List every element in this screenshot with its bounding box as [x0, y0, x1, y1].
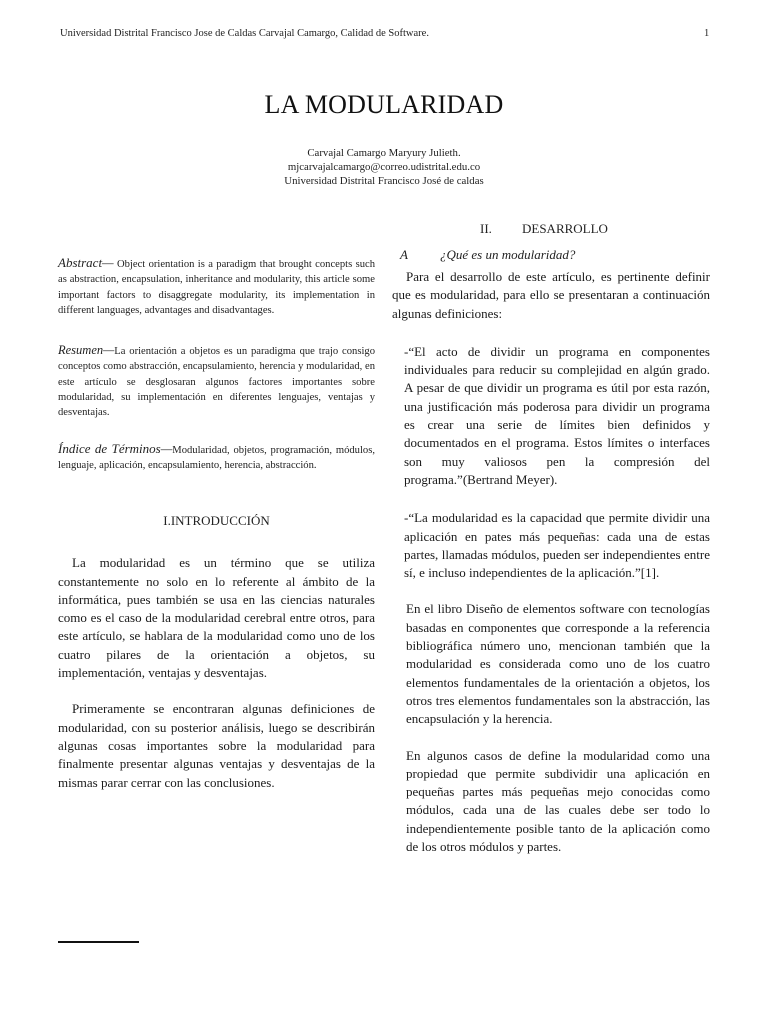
desarrollo-paragraph-3: En algunos casos de define la modularidad como una propiedad que permite subdividir una aplicación en pequeñas partes más pequeñas mejo conocidas como módulos, cada una de las cuales debe ser todo lo independientemente posible tanto de la aplicación como de los otros módulos y partes. — [406, 747, 710, 855]
subsection-letter: A — [400, 247, 408, 262]
index-terms-lead: Índice de Términos— — [58, 440, 173, 456]
abstract — [58, 255, 375, 318]
index-terms-text: Modularidad, objetos, programación, módulos, lenguaje, aplicación, encapsulamiento, herencia, abstracción. — [58, 444, 375, 471]
intro-paragraph-1: La modularidad es un término que se utiliza constantemente no solo en lo referente al ámbito de la informática, pues también se usa en las ciencias naturales como es el caso de la modularidad cerebral entre otros, para este artículo, se hablara de la modularidad como uno de los cuatro pilares de la orientación a objetos, su implementación, ventajas y desventajas. — [58, 555, 375, 681]
resumen — [58, 343, 375, 420]
section-number: II. — [480, 221, 492, 236]
quote-meyer: -“El acto de dividir un programa en componentes individuales para reducir su complejidad en algún grado. A pesar de que dividir un programa es útil por esta razón, una justificación más poderosa para dividir un programa es crear una serie de límites bien definidos y documentados en el programa. Estos límites o interfaces son muy valiosos pen la compresión del programa.”(Bertrand Meyer). — [404, 343, 710, 487]
desarrollo-paragraph-1: Para el desarrollo de este artículo, es pertinente definir que es modularidad, para ello se presentaran a continuación algunas definiciones: — [392, 269, 710, 321]
section-heading-desarrollo — [392, 221, 710, 237]
subsection-title: ¿Qué es un modularidad? — [440, 247, 576, 262]
section-title: DESARROLLO — [522, 221, 608, 236]
desarrollo-paragraph-2: En el libro Diseño de elementos software con tecnologías basadas en componentes que corresponde a la referencia bibliográfica número uno, mencionan también que la modularidad es considerada como uno de los cuatro elementos fundamentales de la orientación a objetos, los otros tres elementos fundamentales son la abstracción, las encapsulación y la herencia. — [406, 601, 710, 727]
abstract-lead: Abstract— — [58, 255, 114, 270]
author-block — [0, 146, 768, 188]
author-email: mjcarvajalcamargo@correo.udistrital.edu.co — [287, 161, 481, 173]
paper-title: LA MODULARIDAD — [264, 90, 504, 119]
intro-paragraph-2: Primeramente se encontraran algunas definiciones de modularidad, con su posterior análisis, luego se describirán algunas cosas importantes sobre la modularidad para finalmente presentar algunas ventajas y desventajas de la mismas parar cerrar con las conclusiones. — [58, 701, 375, 790]
page-number: 1 — [704, 28, 710, 39]
author-affiliation: Universidad Distrital Francisco José de caldas — [284, 175, 484, 187]
running-header: Universidad Distrital Francisco Jose de Caldas Carvajal Camargo, Calidad de Software. — [60, 28, 429, 39]
footnote-rule — [58, 941, 139, 943]
abstract-text: Object orientation is a paradigm that brought concepts such as abstraction, encapsulation, inheritance and modularity, this article some important factors to disaggregate modularity, its implementation in different languages, advantages and disadvantages. — [58, 259, 375, 316]
index-terms — [58, 441, 375, 474]
section-heading-intro: I.INTRODUCCIÓN — [163, 513, 270, 529]
subsection-heading — [392, 247, 710, 263]
resumen-text: La orientación a objetos es un paradigma que trajo consigo conceptos como abstracción, encapsulamiento, herencia y modularidad, en este artículo se desglosaran algunos factores importantes sobre modularidad, su implementación en diferentes lenguajes, ventajas y desventajas. — [58, 346, 375, 419]
quote-modularity: -“La modularidad es la capacidad que permite dividir una aplicación en pates más pequeñas: cada una de estas partes, llamadas módulos, pueden ser independientes entre sí, e incluso independientes de la aplicación.”[1]. — [404, 510, 710, 581]
left-column — [58, 255, 375, 792]
right-column — [392, 221, 710, 856]
author-name: Carvajal Camargo Maryury Julieth. — [307, 147, 461, 159]
resumen-lead: Resumen— — [58, 343, 115, 358]
